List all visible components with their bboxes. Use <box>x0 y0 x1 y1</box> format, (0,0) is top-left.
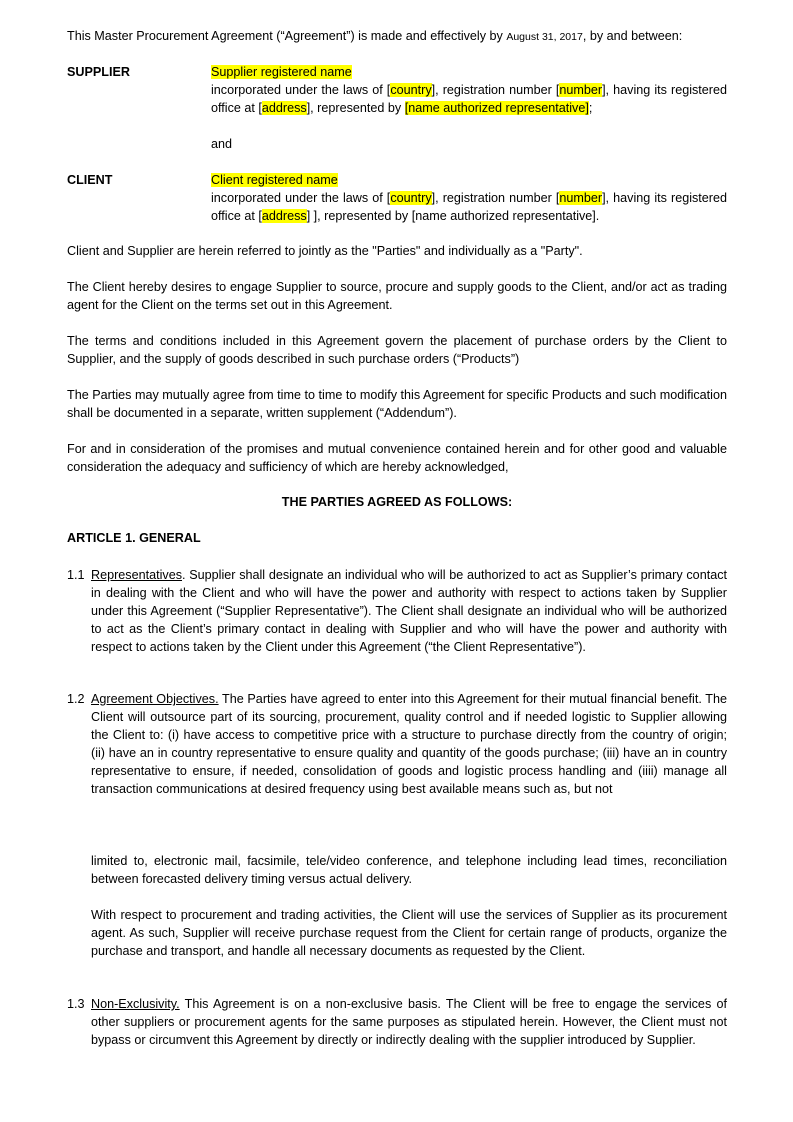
client-text: incorporated under the laws of [ <box>211 191 391 205</box>
consideration-paragraph: For and in consideration of the promises and mutual convenience contained herein and for other good and valuable consideration the adequacy and sufficiency of which are hereby acknowledged, <box>67 442 727 474</box>
supplier-text: ], registration number [ <box>431 83 560 97</box>
section-number: 1.3 <box>67 997 85 1011</box>
supplier-text: ], represented by <box>306 101 405 115</box>
section-number: 1.2 <box>67 692 85 706</box>
supplier-number-placeholder: number <box>559 83 603 97</box>
engagement-paragraph: The Client hereby desires to engage Supplier to source, procure and supply goods to the Client, and/or act as trading agent for the Client on the terms set out in this Agreement. <box>67 280 727 312</box>
client-text: ] ], represented by [name authorized representative]. <box>306 209 600 223</box>
intro-text-end: , by and between: <box>582 29 683 43</box>
and-text: and <box>211 137 233 151</box>
terms-paragraph: The terms and conditions included in this Agreement govern the placement of purchase orders by the Client to Supplier, and the supply of goods described in such purchase orders (“Products”) <box>67 334 727 366</box>
client-number-placeholder: number <box>559 191 603 205</box>
agreed-heading: THE PARTIES AGREED AS FOLLOWS: <box>281 495 513 509</box>
client-text: ], having its registered office at [ <box>211 191 727 223</box>
agreement-date: August 31, 2017 <box>506 31 583 43</box>
client-label: CLIENT <box>67 173 113 187</box>
section-title: Agreement Objectives. <box>91 692 219 706</box>
section-text: This Agreement is on a non-exclusive basis. The Client will be free to engage the services of other suppliers or procurement agents for the same purposes as stipulated herein. However, the Client must not bypass or circumvent this Agreement by directly or indirectly dealing with the supplier introduced by Supplier. <box>91 997 727 1047</box>
supplier-block <box>211 63 727 117</box>
client-block <box>211 171 727 225</box>
section-text: The Parties have agreed to enter into this Agreement for their mutual financial benefit. The Client will outsource part of its sourcing, procurement, quality control and if needed logistic to Supplier allowing the Client to: (i) have access to competitive price with a structure to purchase directly from the country of origin; (ii) have an in country representative to ensure quality and quantity of the goods purchase; (iii) have an in country representative to ensure, if needed, consolidation of goods and logistic process handling and (iiii) manage all transaction communications at desired frequency using best available means such as, but not <box>91 692 727 796</box>
client-name: Client registered name <box>211 173 338 187</box>
supplier-label: SUPPLIER <box>67 65 130 79</box>
section-title: Non-Exclusivity. <box>91 997 180 1011</box>
modification-paragraph: The Parties may mutually agree from time to time to modify this Agreement for specific Products and such modification shall be documented in a separate, written supplement (“Addendum”). <box>67 388 727 420</box>
section-representatives <box>91 566 727 656</box>
supplier-address-placeholder: address <box>261 101 307 115</box>
supplier-name: Supplier registered name <box>211 65 352 79</box>
supplier-text: incorporated under the laws of [ <box>211 83 391 97</box>
section-text: . Supplier shall designate an individual who will be authorized to act as Supplier’s primary contact in dealing with the Client and who will have the power and authority with respect to actions taken by Supplier under this Agreement (“Supplier Representative”). The Client shall designate an individual who will be authorized to act as the Client’s primary contact in dealing with Supplier and who will have the power and authority with respect to actions taken by the Client under this Agreement (“the Client Representative”). <box>91 568 727 654</box>
supplier-text: ], having its registered office at [ <box>211 83 727 115</box>
client-country-placeholder: country <box>390 191 432 205</box>
intro-text: This Master Procurement Agreement (“Agreement”) is made and effectively by <box>67 29 507 43</box>
article-heading: ARTICLE 1. GENERAL <box>67 531 201 545</box>
supplier-representative-placeholder: [name authorized representative] <box>404 101 589 115</box>
section-objectives-continued: limited to, electronic mail, facsimile, tele/video conference, and telephone including lead times, reconciliation between forecasted delivery timing versus actual delivery. <box>91 854 727 886</box>
intro-paragraph <box>67 27 727 46</box>
section-title: Representatives <box>91 568 183 582</box>
client-text: ], registration number [ <box>431 191 560 205</box>
section-objectives-procurement: With respect to procurement and trading activities, the Client will use the services of Supplier as its procurement agent. As such, Supplier will receive purchase request from the Client for certain range of products, organize the purchase and transport, and handle all necessary documents as requested by the Client. <box>91 908 727 958</box>
section-number: 1.1 <box>67 568 85 582</box>
supplier-country-placeholder: country <box>390 83 432 97</box>
section-non-exclusivity <box>91 995 727 1049</box>
section-objectives <box>91 690 727 798</box>
parties-definition: Client and Supplier are herein referred to jointly as the "Parties" and individually as a "Party". <box>67 244 583 258</box>
client-address-placeholder: address <box>261 209 307 223</box>
supplier-text: ; <box>588 101 593 115</box>
